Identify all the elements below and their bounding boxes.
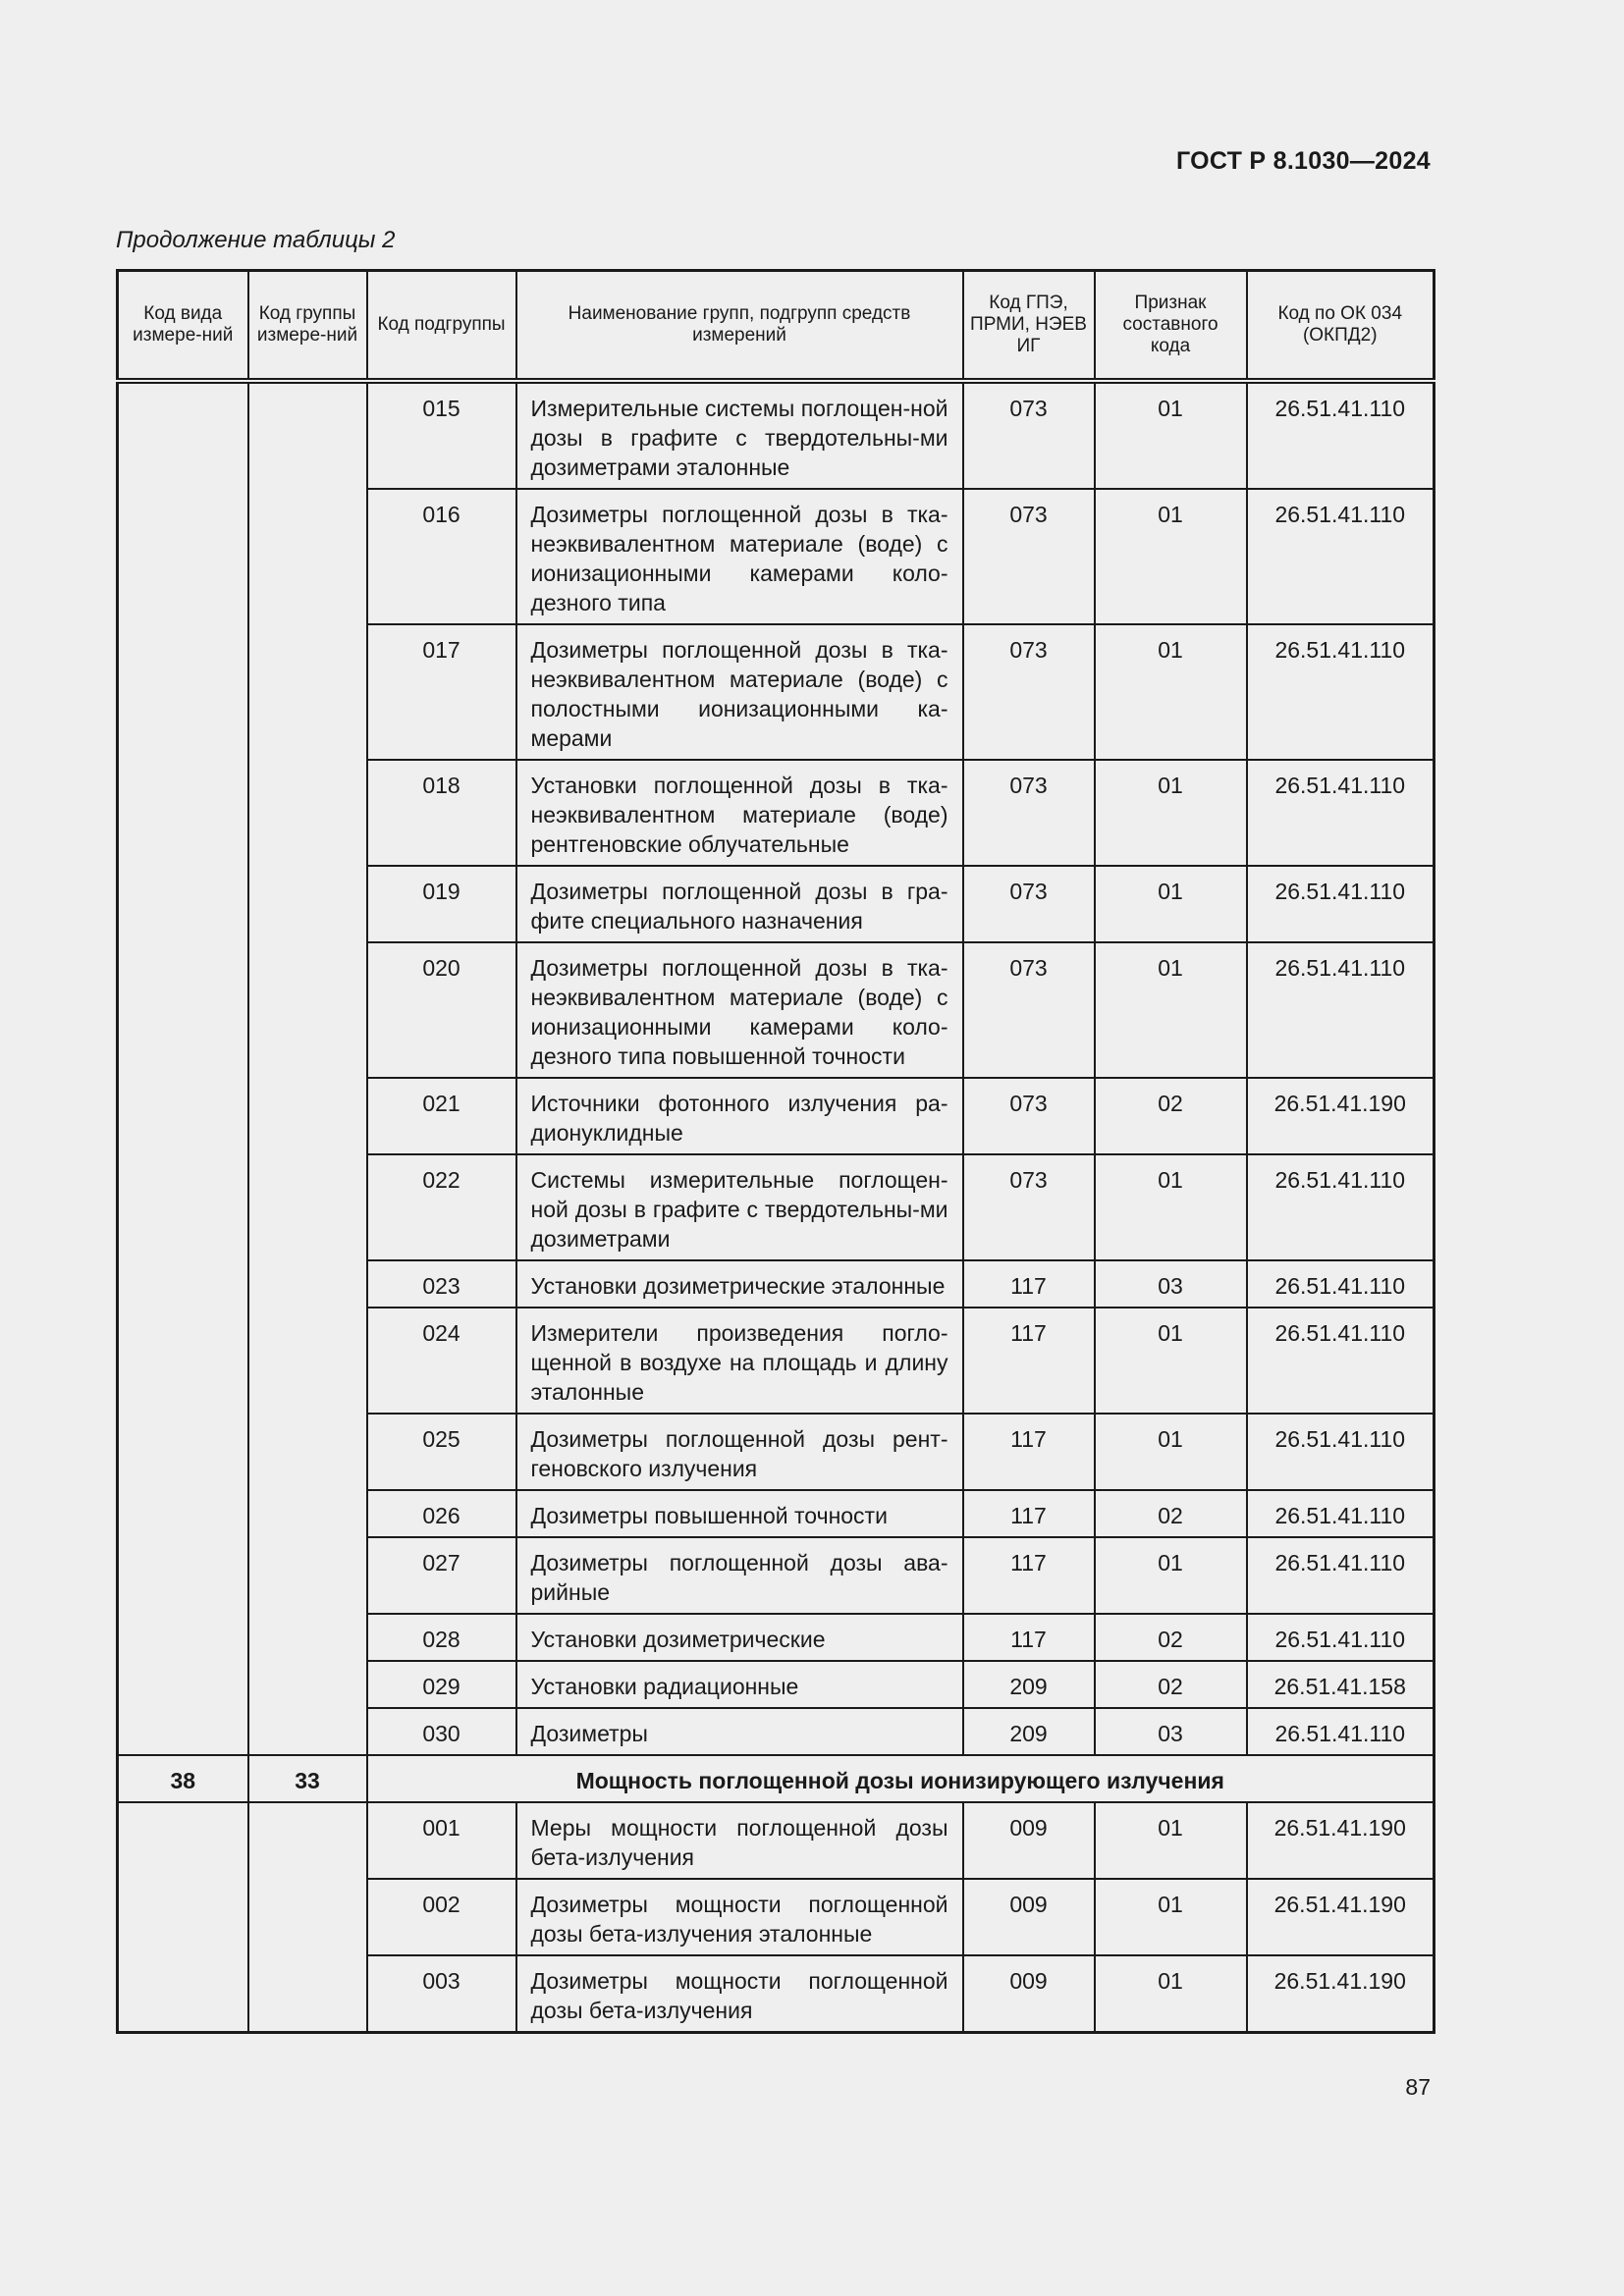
composite-sign-cell: 03: [1095, 1708, 1247, 1755]
subgroup-name-cell: Источники фотонного излучения ра-дионуклидные: [516, 1078, 963, 1154]
subgroup-name-cell: Дозиметры поглощенной дозы рент-геновского излучения: [516, 1414, 963, 1490]
okpd-code-cell: 26.51.41.190: [1247, 1802, 1435, 1879]
subgroup-name-cell: Дозиметры мощности поглощенной дозы бета-излучения: [516, 1955, 963, 2033]
composite-sign-cell: 02: [1095, 1661, 1247, 1708]
gpe-code-cell: 009: [963, 1879, 1095, 1955]
composite-sign-cell: 01: [1095, 942, 1247, 1078]
subgroup-code-cell: 018: [367, 760, 516, 866]
okpd-code-cell: 26.51.41.110: [1247, 1414, 1435, 1490]
composite-sign-cell: 01: [1095, 624, 1247, 760]
subgroup-name-cell: Меры мощности поглощенной дозы бета-излучения: [516, 1802, 963, 1879]
subgroup-name-cell: Дозиметры поглощенной дозы в гра-фите специального назначения: [516, 866, 963, 942]
subgroup-code-cell: 029: [367, 1661, 516, 1708]
subgroup-code-cell: 019: [367, 866, 516, 942]
subgroup-name-cell: Установки дозиметрические эталонные: [516, 1260, 963, 1308]
gpe-code-cell: 073: [963, 1154, 1095, 1260]
gpe-code-cell: 117: [963, 1260, 1095, 1308]
empty-group-code-cell: [248, 1802, 367, 2033]
subgroup-name-cell: Дозиметры повышенной точности: [516, 1490, 963, 1537]
header-gpe-code: Код ГПЭ, ПРМИ, НЭЕВ ИГ: [963, 271, 1095, 381]
gpe-code-cell: 117: [963, 1490, 1095, 1537]
subgroup-code-cell: 030: [367, 1708, 516, 1755]
gpe-code-cell: 209: [963, 1661, 1095, 1708]
subgroup-name-cell: Системы измерительные поглощен-ной дозы в графите с твердотельны-ми дозиметрами: [516, 1154, 963, 1260]
subgroup-code-cell: 020: [367, 942, 516, 1078]
composite-sign-cell: 01: [1095, 1879, 1247, 1955]
okpd-code-cell: 26.51.41.110: [1247, 760, 1435, 866]
subgroup-code-cell: 021: [367, 1078, 516, 1154]
okpd-code-cell: 26.51.41.190: [1247, 1078, 1435, 1154]
header-okpd-code: Код по ОК 034 (ОКПД2): [1247, 271, 1435, 381]
subgroup-code-cell: 001: [367, 1802, 516, 1879]
composite-sign-cell: 01: [1095, 760, 1247, 866]
gpe-code-cell: 009: [963, 1955, 1095, 2033]
composite-sign-cell: 01: [1095, 1955, 1247, 2033]
gpe-code-cell: 073: [963, 1078, 1095, 1154]
table-row: [118, 381, 1435, 489]
composite-sign-cell: 02: [1095, 1490, 1247, 1537]
header-kind-code: Код вида измере-ний: [118, 271, 248, 381]
subgroup-code-cell: 016: [367, 489, 516, 624]
composite-sign-cell: 02: [1095, 1614, 1247, 1661]
gpe-code-cell: 073: [963, 866, 1095, 942]
gpe-code-cell: 073: [963, 760, 1095, 866]
composite-sign-cell: 02: [1095, 1078, 1247, 1154]
subgroup-name-cell: Установки поглощенной дозы в тка-неэквивалентном материале (воде) рентгеновские облучательные: [516, 760, 963, 866]
okpd-code-cell: 26.51.41.110: [1247, 1708, 1435, 1755]
subgroup-name-cell: Дозиметры поглощенной дозы в тка-неэквивалентном материале (воде) с ионизационными камерами коло-дезного типа: [516, 489, 963, 624]
gpe-code-cell: 117: [963, 1308, 1095, 1414]
gpe-code-cell: 209: [963, 1708, 1095, 1755]
subgroup-code-cell: 023: [367, 1260, 516, 1308]
header-name: Наименование групп, подгрупп средств измерений: [516, 271, 963, 381]
gpe-code-cell: 073: [963, 942, 1095, 1078]
table-body-section-a: [118, 381, 1435, 1755]
okpd-code-cell: 26.51.41.190: [1247, 1955, 1435, 2033]
subgroup-name-cell: Установки дозиметрические: [516, 1614, 963, 1661]
group-kind-code: 38: [118, 1755, 248, 1802]
gpe-code-cell: 009: [963, 1802, 1095, 1879]
gpe-code-cell: 117: [963, 1614, 1095, 1661]
okpd-code-cell: 26.51.41.110: [1247, 1154, 1435, 1260]
gpe-code-cell: 073: [963, 489, 1095, 624]
subgroup-name-cell: Измерительные системы поглощен-ной дозы в графите с твердотельны-ми дозиметрами эталонные: [516, 381, 963, 489]
subgroup-code-cell: 015: [367, 381, 516, 489]
subgroup-name-cell: Установки радиационные: [516, 1661, 963, 1708]
composite-sign-cell: 01: [1095, 866, 1247, 942]
empty-kind-code-cell: [118, 1802, 248, 2033]
document-code: ГОСТ Р 8.1030—2024: [1175, 147, 1431, 175]
group-title: Мощность поглощенной дозы ионизирующего излучения: [367, 1755, 1435, 1802]
subgroup-code-cell: 022: [367, 1154, 516, 1260]
composite-sign-cell: 01: [1095, 1154, 1247, 1260]
okpd-code-cell: 26.51.41.110: [1247, 1308, 1435, 1414]
classification-table: [116, 269, 1435, 2034]
header-composite-sign: Признак составного кода: [1095, 271, 1247, 381]
table-continuation-caption: Продолжение таблицы 2: [116, 227, 396, 253]
okpd-code-cell: 26.51.41.190: [1247, 1879, 1435, 1955]
empty-kind-code-cell: [118, 381, 248, 1755]
subgroup-name-cell: Измерители произведения погло-щенной в воздухе на площадь и длину эталонные: [516, 1308, 963, 1414]
table-row: [118, 1802, 1435, 1879]
subgroup-code-cell: 003: [367, 1955, 516, 2033]
okpd-code-cell: 26.51.41.110: [1247, 489, 1435, 624]
subgroup-code-cell: 026: [367, 1490, 516, 1537]
composite-sign-cell: 01: [1095, 489, 1247, 624]
empty-group-code-cell: [248, 381, 367, 1755]
gpe-code-cell: 073: [963, 624, 1095, 760]
okpd-code-cell: 26.51.41.110: [1247, 866, 1435, 942]
okpd-code-cell: 26.51.41.110: [1247, 1490, 1435, 1537]
gpe-code-cell: 117: [963, 1537, 1095, 1614]
okpd-code-cell: 26.51.41.110: [1247, 624, 1435, 760]
table-body-section-b: [118, 1802, 1435, 2033]
gpe-code-cell: 073: [963, 381, 1095, 489]
subgroup-code-cell: 025: [367, 1414, 516, 1490]
composite-sign-cell: 03: [1095, 1260, 1247, 1308]
subgroup-name-cell: Дозиметры поглощенной дозы в тка-неэквивалентном материале (воде) с полостными ионизационными ка-мерами: [516, 624, 963, 760]
subgroup-code-cell: 024: [367, 1308, 516, 1414]
subgroup-code-cell: 028: [367, 1614, 516, 1661]
gpe-code-cell: 117: [963, 1414, 1095, 1490]
composite-sign-cell: 01: [1095, 1537, 1247, 1614]
okpd-code-cell: 26.51.41.110: [1247, 1614, 1435, 1661]
subgroup-name-cell: Дозиметры поглощенной дозы в тка-неэквивалентном материале (воде) с ионизационными камерами коло-дезного типа повышенной точности: [516, 942, 963, 1078]
subgroup-name-cell: Дозиметры поглощенной дозы ава-рийные: [516, 1537, 963, 1614]
okpd-code-cell: 26.51.41.110: [1247, 942, 1435, 1078]
composite-sign-cell: 01: [1095, 381, 1247, 489]
subgroup-name-cell: Дозиметры мощности поглощенной дозы бета-излучения эталонные: [516, 1879, 963, 1955]
subgroup-code-cell: 027: [367, 1537, 516, 1614]
header-group-code: Код группы измере-ний: [248, 271, 367, 381]
okpd-code-cell: 26.51.41.158: [1247, 1661, 1435, 1708]
subgroup-code-cell: 002: [367, 1879, 516, 1955]
group-row: [118, 1755, 1435, 1802]
okpd-code-cell: 26.51.41.110: [1247, 1260, 1435, 1308]
composite-sign-cell: 01: [1095, 1308, 1247, 1414]
subgroup-code-cell: 017: [367, 624, 516, 760]
subgroup-name-cell: Дозиметры: [516, 1708, 963, 1755]
table-header-row: [118, 271, 1435, 381]
group-group-code: 33: [248, 1755, 367, 1802]
page-number: 87: [1405, 2074, 1431, 2100]
okpd-code-cell: 26.51.41.110: [1247, 1537, 1435, 1614]
composite-sign-cell: 01: [1095, 1802, 1247, 1879]
table-group-section: [118, 1755, 1435, 1802]
composite-sign-cell: 01: [1095, 1414, 1247, 1490]
header-subgroup-code: Код подгруппы: [367, 271, 516, 381]
okpd-code-cell: 26.51.41.110: [1247, 381, 1435, 489]
